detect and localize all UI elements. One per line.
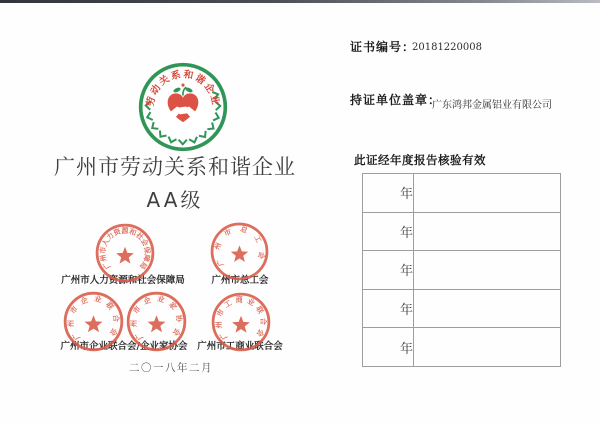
record-cell <box>414 251 561 290</box>
year-cell: 年 <box>363 289 414 328</box>
official-seal <box>209 221 270 282</box>
table-row <box>363 174 561 213</box>
svg-text:广州市总工会: 广州市总工会 <box>212 224 267 268</box>
emblem-graphic <box>137 61 229 153</box>
year-cell: 年 <box>363 328 414 367</box>
record-cell <box>414 289 561 328</box>
holder-company-name: 广东鸿邦金属铝业有限公司 <box>432 100 552 111</box>
holder-seal-label: 持证单位盖章： <box>350 93 442 107</box>
svg-text:广州市人力资源和社会保障局: 广州市人力资源和社会保障局 <box>97 226 153 272</box>
issue-date: 二〇一八年二月 <box>129 362 213 374</box>
official-seal <box>94 222 156 284</box>
year-cell: 年 <box>363 174 414 213</box>
issuer-label-enterprise-assoc: 广州市企业联合会/企业家协会 <box>60 341 188 352</box>
scan-top-edge <box>0 0 600 3</box>
certificate-title: 广州市劳动关系和谐企业 <box>54 155 296 179</box>
annual-verification-header: 此证经年度报告核验有效 <box>354 153 486 167</box>
svg-text:广州市企业家协会: 广州市企业家协会 <box>129 293 184 342</box>
record-cell <box>414 328 561 367</box>
official-seal <box>125 290 188 353</box>
table-row <box>363 251 561 290</box>
official-seal <box>210 291 272 353</box>
year-cell: 年 <box>363 251 414 290</box>
certificate-grade: AA级 <box>146 188 204 212</box>
issuer-label-hr-bureau: 广州市人力资源和社会保障局 <box>61 275 185 286</box>
table-row <box>363 289 561 328</box>
year-cell: 年 <box>363 212 414 251</box>
table-row <box>363 212 561 251</box>
official-seal <box>62 290 125 353</box>
issuer-label-commerce-federation: 广州市工商业联合会 <box>197 341 283 352</box>
svg-text:广州市工商业联合会: 广州市工商业联合会 <box>213 295 269 342</box>
table-row <box>363 328 561 367</box>
issuer-label-trade-union: 广州市总工会 <box>211 275 269 286</box>
certificate-number-value: 20181220008 <box>412 42 482 53</box>
apple-bud <box>181 84 184 87</box>
certificate-number-label: 证书编号： <box>350 40 416 54</box>
record-cell <box>414 174 561 213</box>
emblem-arc-text: 劳动关系和谐企业 <box>145 69 221 108</box>
annual-verification-table <box>362 173 561 367</box>
svg-text:广州市企业联合会: 广州市企业联合会 <box>66 293 121 342</box>
record-cell <box>414 212 561 251</box>
harmony-emblem-icon <box>137 61 229 153</box>
